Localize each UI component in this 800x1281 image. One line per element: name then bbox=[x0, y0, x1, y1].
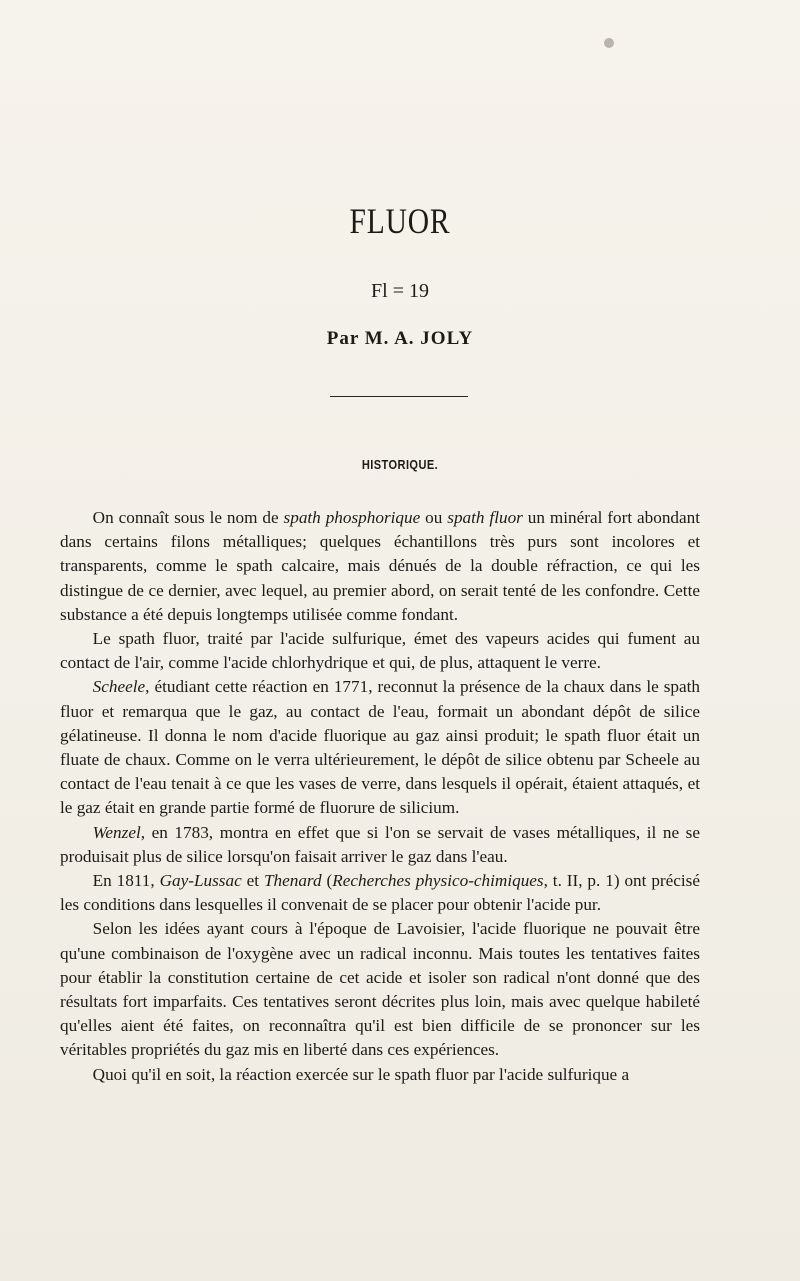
text-run: Selon les idées ayant cours à l'époque de Lavoisier, l'acide fluorique ne pouvait être qu'une combinaison de l'oxygène avec un radical inconnu. Mais toutes les tentatives faites pour établir la constitution certaine de cet acide et isoler son radical n'ont donné que des résultats fort imparfaits. Ces tentatives seront décrites plus loin, mais avec quelque habileté qu'elles aient été faites, on reconnaîtra qu'il est bien difficile de se prononcer sur les véritables propriétés du gaz mis en liberté dans ces expériences. bbox=[60, 919, 700, 1060]
body-text bbox=[60, 506, 700, 1087]
text-run: , étudiant cette réaction en 1771, reconnut la présence de la chaux dans le spath fluor et remarqua que le gaz, au contact de l'eau, formait un abondant dépôt de silice gélatineuse. Il donna le nom d'acide fluorique au gaz ainsi produit; le spath fluor était un fluate de chaux. Comme on le verra ultérieurement, le dépôt de silice obtenu par Scheele au contact de l'eau tenait à ce que les vases de verre, dans lesquels il opérait, étaient attaqués, et le gaz était en grande partie formé de fluorure de silicium. bbox=[60, 677, 700, 818]
title-divider bbox=[330, 396, 468, 397]
text-run: , t. II, p. 1) ont précisé les conditions dans lesquelles il convenait de se placer pour obtenir l'acide pur. bbox=[60, 871, 700, 915]
italic-term: Gay-Lussac bbox=[159, 871, 242, 891]
text-run: un minéral fort abondant dans certains filons métalliques; quelques échantillons très purs sont incolores et transparents, comme le spath calcaire, mais dénués de la double réfraction, ce qui les distingue de ce dernier, avec lequel, au premier abord, on serait tenté de les confondre. Cette substance a été depuis longtemps utilisée comme fondant. bbox=[60, 508, 701, 624]
text-run: On connaît sous le nom de bbox=[92, 508, 284, 527]
text-run: Le spath fluor, traité par l'acide sulfurique, émet des vapeurs acides qui fument au contact de l'air, comme l'acide chlorhydrique et qui, de plus, attaquent le verre. bbox=[60, 629, 700, 673]
text-run: En 1811, bbox=[92, 871, 160, 891]
paragraph bbox=[60, 1063, 700, 1087]
text-run: ( bbox=[321, 871, 333, 891]
paragraph bbox=[60, 506, 700, 627]
chemical-formula: Fl = 19 bbox=[371, 280, 429, 302]
italic-term: Thenard bbox=[263, 871, 322, 891]
italic-term: spath phosphorique bbox=[283, 508, 421, 527]
author-line: Par M. A. JOLY bbox=[326, 328, 474, 349]
paragraph bbox=[60, 869, 700, 917]
page-title: FLUOR bbox=[349, 201, 451, 241]
paragraph bbox=[60, 821, 700, 869]
italic-term: spath fluor bbox=[447, 508, 523, 527]
text-run: et bbox=[241, 871, 264, 891]
text-run: ou bbox=[420, 508, 448, 527]
italic-term: Recherches physico-chimiques bbox=[332, 871, 544, 891]
text-run: , en 1783, montra en effet que si l'on se servait de vases métalliques, il ne se produisait plus de silice lorsqu'on faisait arriver le gaz dans l'eau. bbox=[60, 822, 700, 866]
paragraph bbox=[60, 675, 700, 820]
text-run: Quoi qu'il en soit, la réaction exercée sur le spath fluor par l'acide sulfurique a bbox=[92, 1064, 630, 1084]
ink-spot bbox=[604, 38, 614, 48]
paragraph bbox=[60, 627, 700, 675]
italic-term: Scheele bbox=[92, 677, 146, 697]
section-heading: HISTORIQUE. bbox=[361, 457, 439, 472]
italic-term: Wenzel bbox=[92, 822, 141, 842]
paragraph bbox=[60, 917, 700, 1062]
